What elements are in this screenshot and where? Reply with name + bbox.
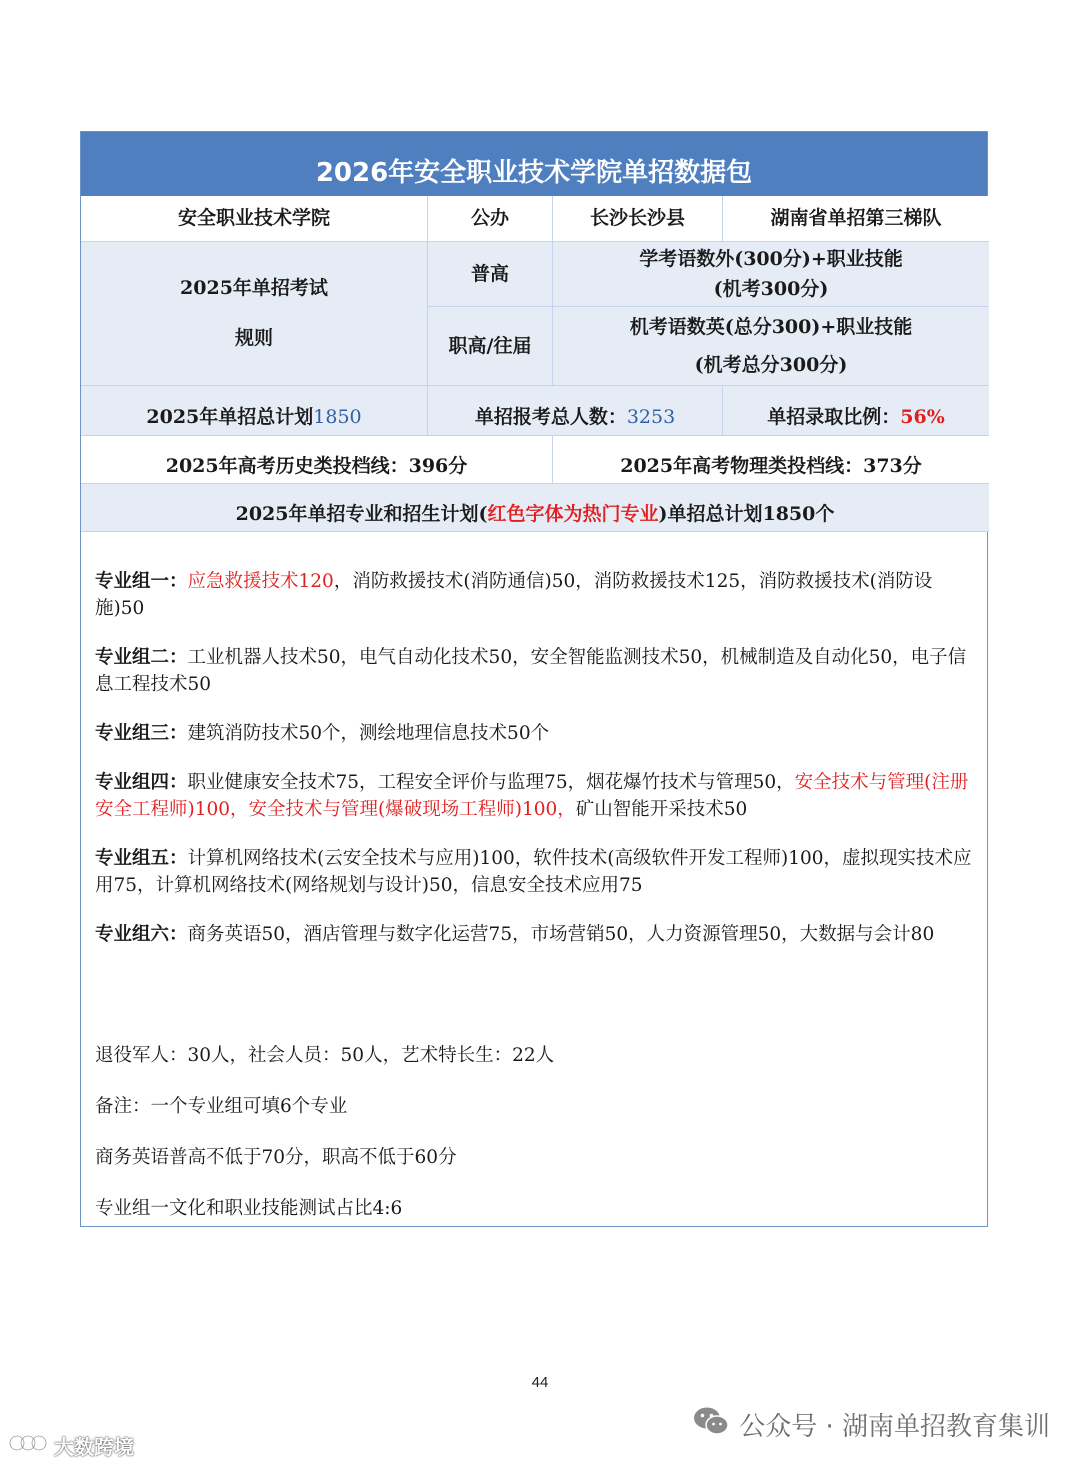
major-group-1 bbox=[95, 568, 979, 622]
wechat-watermark-text: 公众号 · 湖南单招教育集训 bbox=[739, 1411, 1050, 1442]
total-plan-cell bbox=[81, 386, 428, 436]
zhigao-rule-line2: (机考总分300分) bbox=[694, 354, 848, 376]
school-type: 公办 bbox=[470, 207, 509, 230]
physics-cutoff: 2025年高考物理类投档线：373分 bbox=[620, 455, 922, 478]
major-groups-section bbox=[81, 532, 987, 1226]
total-plan-value: 1850 bbox=[313, 406, 362, 429]
zhigao-label: 职高/往届 bbox=[448, 334, 532, 357]
school-type-cell bbox=[428, 196, 553, 242]
plan-header-suffix: )单招总计划1850个 bbox=[658, 503, 835, 526]
putong-rule-line1: 学考语数外(300分)+职业技能 bbox=[639, 247, 903, 270]
putong-rule-cell bbox=[553, 242, 989, 307]
brand-logo-icon bbox=[8, 1431, 48, 1460]
major-group-label: 专业组三： bbox=[95, 723, 188, 744]
location-cell bbox=[553, 196, 723, 242]
major-list: 建筑消防技术50个，测绘地理信息技术50个 bbox=[187, 723, 550, 744]
putong-label-cell bbox=[428, 242, 553, 307]
history-cutoff-cell bbox=[81, 436, 553, 484]
plan-header-prefix: 2025年单招专业和招生计划( bbox=[235, 503, 488, 526]
applicants-cell bbox=[428, 386, 723, 436]
major-list: 职业健康安全技术75，工程安全评价与监理75，烟花爆竹技术与管理50， bbox=[187, 772, 795, 793]
hot-major: 应急救援技术120 bbox=[187, 571, 334, 592]
note-test-ratio: 专业组一文化和职业技能测试占比4:6 bbox=[95, 1198, 403, 1219]
note-group-limit: 备注：一个专业组可填6个专业 bbox=[95, 1096, 348, 1117]
applicants-label: 单招报考总人数： bbox=[474, 406, 627, 429]
zhigao-rule-line1: 机考语数英(总分300)+职业技能 bbox=[629, 316, 913, 338]
major-group-3 bbox=[95, 720, 979, 747]
major-list: 商务英语50，酒店管理与数字化运营75，市场营销50，人力资源管理50，大数据与会计80 bbox=[187, 924, 935, 945]
major-group-label: 专业组一： bbox=[95, 571, 188, 592]
zhigao-rule-cell bbox=[553, 307, 989, 386]
plan-header-cell bbox=[81, 484, 989, 532]
physics-cutoff-cell bbox=[553, 436, 989, 484]
major-list: 工业机器人技术50，电气自动化技术50，安全智能监测技术50，机械制造及自动化50，电子信息工程技术50 bbox=[95, 647, 967, 695]
brand-watermark bbox=[8, 1428, 134, 1462]
note-quotas: 退役军人：30人，社会人员：50人，艺术特长生：22人 bbox=[95, 1045, 555, 1066]
exam-rules-label-line1: 2025年单招考试 bbox=[180, 277, 328, 300]
ratio-value: 56% bbox=[900, 406, 945, 429]
wechat-watermark bbox=[693, 1404, 1050, 1444]
page-number: 44 bbox=[531, 1374, 549, 1391]
major-list: 计算机网络技术(云安全技术与应用)100，软件技术(高级软件开发工程师)100，虚拟现实技术应用75，计算机网络技术(网络规划与设计)50，信息安全技术应用75 bbox=[95, 848, 972, 896]
major-group-label: 专业组二： bbox=[95, 647, 188, 668]
data-sheet bbox=[80, 131, 988, 1227]
tier-cell bbox=[723, 196, 989, 242]
major-list-rest: 矿山智能开采技术50 bbox=[575, 799, 748, 820]
plan-header-highlight: 红色字体为热门专业 bbox=[487, 503, 659, 526]
major-group-4 bbox=[95, 769, 979, 823]
major-group-6 bbox=[95, 921, 979, 948]
wechat-icon bbox=[693, 1406, 729, 1443]
school-name: 安全职业技术学院 bbox=[177, 207, 330, 230]
ratio-label: 单招录取比例： bbox=[767, 406, 901, 429]
school-name-cell bbox=[81, 196, 428, 242]
history-cutoff: 2025年高考历史类投档线：396分 bbox=[165, 455, 468, 478]
major-list: ，消防救援技术(消防通信)50，消防救援技术125，消防救援技术(消防设施)50 bbox=[95, 571, 933, 619]
major-group-label: 专业组五： bbox=[95, 848, 188, 869]
exam-rules-label-line2: 规则 bbox=[234, 326, 273, 349]
brand-watermark-text: 大数跨境 bbox=[54, 1434, 134, 1459]
hot-major: 安全技术与管理(注册安全工程师)100，安全技术与管理(爆破现场工程师)100， bbox=[95, 772, 969, 820]
sheet-title: 2026年安全职业技术学院单招数据包 bbox=[81, 132, 987, 196]
putong-rule-line2: (机考300分) bbox=[713, 278, 829, 300]
putong-label: 普高 bbox=[470, 262, 509, 285]
applicants-value: 3253 bbox=[626, 406, 676, 429]
total-plan-label: 2025年单招总计划 bbox=[146, 406, 314, 429]
zhigao-label-cell bbox=[428, 307, 553, 386]
note-english-score: 商务英语普高不低于70分，职高不低于60分 bbox=[95, 1147, 457, 1168]
major-group-2 bbox=[95, 644, 979, 698]
major-group-label: 专业组四： bbox=[95, 772, 188, 793]
tier: 湖南省单招第三梯队 bbox=[770, 207, 942, 230]
major-group-5 bbox=[95, 845, 979, 899]
exam-rules-label-cell bbox=[81, 242, 428, 386]
ratio-cell bbox=[723, 386, 989, 436]
major-group-label: 专业组六： bbox=[95, 924, 188, 945]
location: 长沙长沙县 bbox=[589, 207, 685, 230]
